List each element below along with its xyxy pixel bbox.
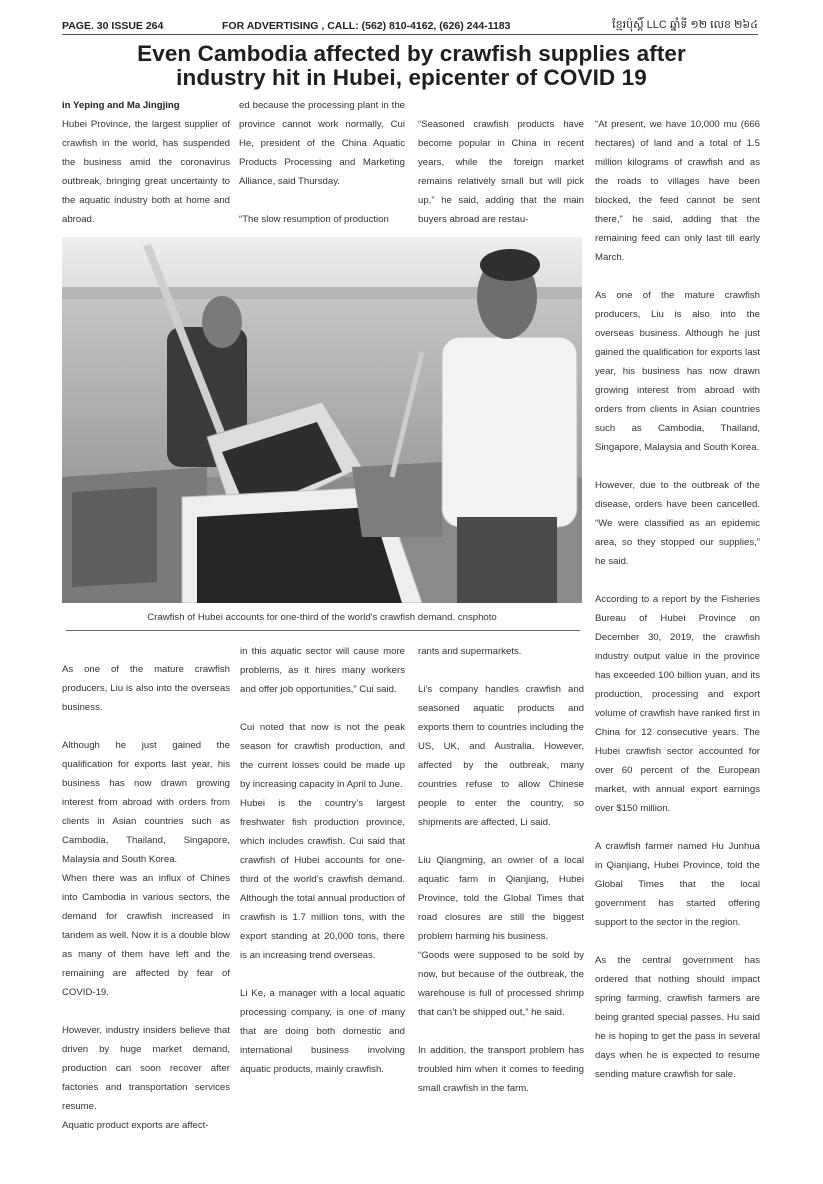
paragraph: However, due to the outbreak of the disease, orders have been cancelled. “We were classified as an epidemic area, so they stopped our supplies,” he said.: [595, 480, 760, 567]
header-divider: [62, 34, 758, 35]
year-issue-khmer: ឆ្នាំទី ១២ លេខ ២៦៤: [669, 19, 758, 31]
boat-right: [352, 462, 442, 537]
advertising-contact: FOR ADVERTISING , CALL: (562) 810-4162, (626) 244-1183: [222, 20, 511, 32]
article-headline: [40, 42, 783, 90]
photo-caption: Crawfish of Hubei accounts for one-third of the world's crawfish demand. cnsphoto: [147, 612, 497, 623]
caption-divider: [66, 630, 580, 631]
paragraph: Liu Qiangming, an owner of a local aquatic farm in Qianjiang, Hubei Province, told the Global Times that road closures are still the biggest problem harming his business.: [418, 855, 584, 942]
column-3-top: [418, 115, 584, 229]
boat-tub: [72, 487, 157, 587]
paragraph: “Seasoned crawfish products have become popular in China in recent years, while the foreign market remains relatively small but will pick up,” he said, adding that the main buyers abroad are restau-: [418, 119, 584, 225]
paragraph: “The slow resumption of production: [239, 214, 389, 225]
paragraph: When there was an influx of Chines into Cambodia in various sectors, the demand for crawfish increased in tandem as well. Now it is a double blow as many of them have left and the remaining are affected by fear of COVID-19.: [62, 873, 230, 998]
paragraph: However, industry insiders believe that driven by huge market demand, production can soon recover after factories and transportation services resume.: [62, 1025, 230, 1112]
headline-line-2: industry hit in Hubei, epicenter of COVID 19: [176, 65, 647, 90]
paragraph: “At present, we have 10,000 mu (666 hectares) of land and a total of 1.5 million kilograms of crawfish and as the roads to villages have been blocked, the feed cannot be sent there,” he said, adding that the remaining feed can only last till early March.: [595, 119, 760, 263]
headline-line-1: Even Cambodia affected by crawfish supplies after: [137, 41, 686, 66]
paragraph: A crawfish farmer named Hu Junhua in Qianjiang, Hubei Province, told the Global Times that the local government has started offering support to the sector in the region.: [595, 841, 760, 928]
farmer-right-shirt: [442, 337, 577, 527]
publisher-masthead: [612, 18, 758, 34]
column-4: [595, 115, 760, 1084]
paragraph: As one of the mature crawfish producers, Liu is also into the overseas business.: [62, 664, 230, 713]
publisher-llc: LLC: [646, 19, 667, 31]
paragraph: in this aquatic sector will cause more problems, as it hires many workers and offer job opportunities,” Cui said.: [240, 646, 405, 695]
column-1-bottom: [62, 660, 230, 1135]
paragraph: ed because the processing plant in the province cannot work normally, Cui He, president of the China Aquatic Products Processing and Marketing Alliance, said Thursday.: [239, 100, 405, 187]
paragraph: Li Ke, a manager with a local aquatic processing company, is one of many that are doing both domestic and international business involving aquatic products, mainly crawfish.: [240, 988, 405, 1075]
column-3-bottom: [418, 642, 584, 1098]
farmer-right-trousers: [457, 517, 557, 603]
paragraph: Hubei Province, the largest supplier of crawfish in the world, has suspended the business amid the coronavirus outbreak, bringing great uncertainty to the aquatic industry both at home and abroad.: [62, 119, 230, 225]
page-header: [62, 20, 758, 34]
column-2-top: [239, 96, 405, 229]
paragraph: As one of the mature crawfish producers, Liu is also into the overseas business. Although he just gained the qualification for exports last year, his business has now drawn growing interest from abroad with orders from clients in Asian countries such as Cambodia, Thailand, Singapore, Malaysia and South Korea.: [595, 290, 760, 453]
publisher-khmer-name: ខ្មែរប៉ុស្ដិ៍: [612, 19, 644, 31]
article-photo: [62, 237, 582, 603]
paragraph: “Goods were supposed to be sold by now, but because of the outbreak, the warehouse is full of processed shrimp that can’t be shipped out,” he said.: [418, 950, 584, 1018]
paragraph: Cui noted that now is not the peak season for crawfish production, and the current losses could be made up by increasing capacity in April to June.: [240, 722, 405, 790]
column-2-bottom: [240, 642, 405, 1079]
farmer-left-head: [202, 296, 242, 348]
paragraph: As the central government has ordered that nothing should impact spring farming, crawfish farmers are being granted special passes. Hu said he is hoping to get the pass in several days when he is expected to resume sending mature crawfish for sale.: [595, 955, 760, 1080]
paragraph: Li’s company handles crawfish and seasoned aquatic products and exports them to countries including the US, UK, and Australia. However, affected by the outbreak, many countries refuse to allow Chinese people to enter the country, so shipments are affected, Li said.: [418, 684, 584, 828]
farmer-right-hair: [480, 249, 540, 281]
paragraph: Aquatic product exports are affect-: [62, 1120, 209, 1131]
paragraph: Hubei is the country’s largest freshwater fish production province, which includes crawfish. Cui said that crawfish of Hubei accounts for one-third of the world’s crawfish demand. Although the total annual production of crawfish is 1.7 million tons, with the export standing at 20,000 tons, there is an increasing trend overseas.: [240, 798, 405, 961]
paragraph: According to a report by the Fisheries Bureau of Hubei Province on December 30, 2019, the crawfish industry output value in the province has exceeded 100 billion yuan, and its production, processing and export volume of crawfish have ranked first in China for 12 consecutive years. The Hubei crawfish sector accounted for over 60 percent of the European market, with annual export earnings over $150 million.: [595, 594, 760, 814]
column-1-top: [62, 96, 230, 229]
byline: in Yeping and Ma Jingjing: [62, 100, 180, 111]
page-issue-label: PAGE. 30 ISSUE 264: [62, 20, 164, 32]
paragraph: Although he just gained the qualification for exports last year, his business has now drawn growing interest from abroad with orders from clients in Asian countries such as Cambodia, Thailand, Singapore, Malaysia and South Korea.: [62, 740, 230, 865]
paragraph: rants and supermarkets.: [418, 646, 522, 657]
crawfish-farmers-photo: [62, 237, 582, 603]
paragraph: In addition, the transport problem has troubled him when it comes to feeding small crawfish in the farm.: [418, 1045, 584, 1094]
